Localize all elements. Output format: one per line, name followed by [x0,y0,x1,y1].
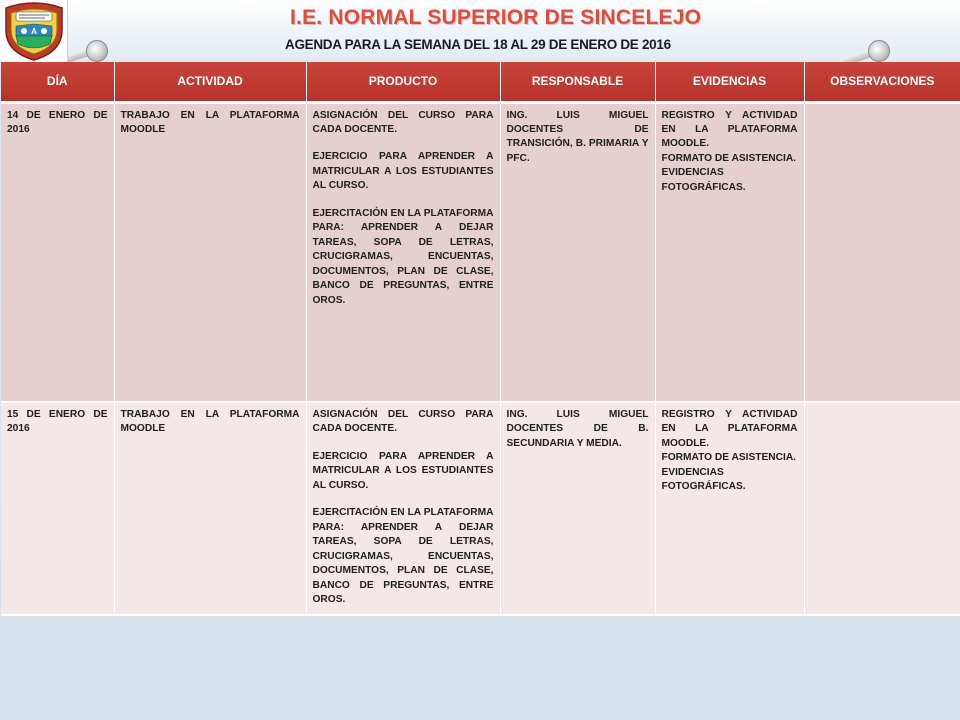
table-row [1,402,960,615]
agenda-table [1,62,960,616]
table-header-row [1,62,960,102]
producto-item: EJERCITACIÓN EN LA PLATAFORMA PARA: APRENDER A DEJAR TAREAS, SOPA DE LETRAS, CRUCIGRAMAS, ENCUENTAS, DOCUMENTOS, PLAN DE CLASE, BANCO DE PREGUNTAS, ENTRE OROS. [312,207,494,306]
agenda-table-container [1,62,960,720]
cell-actividad: TRABAJO EN LA PLATAFORMA MOODLE [114,402,306,615]
column-header-responsable: RESPONSABLE [500,62,655,102]
evidencia-item: REGISTRO Y ACTIVIDAD EN LA PLATAFORMA MOODLE. [661,109,798,150]
cell-dia: 14 DE ENERO DE 2016 [1,102,114,402]
cell-observaciones [804,102,960,402]
cell-dia: 15 DE ENERO DE 2016 [1,402,114,615]
table-row [1,102,960,402]
evidencia-item: EVIDENCIAS FOTOGRÁFICAS. [661,167,746,193]
cell-actividad: TRABAJO EN LA PLATAFORMA MOODLE [114,102,306,402]
cell-producto [306,402,500,615]
cell-observaciones [804,402,960,615]
producto-item: ASIGNACIÓN DEL CURSO PARA CADA DOCENTE. [312,409,494,435]
cell-evidencias [655,402,804,615]
producto-item: ASIGNACIÓN DEL CURSO PARA CADA DOCENTE. [312,109,494,135]
evidencia-item: FORMATO DE ASISTENCIA. [661,452,797,464]
column-header-dia: DÍA [1,62,114,102]
column-header-evidencias: EVIDENCIAS [655,62,804,102]
column-header-observaciones: OBSERVACIONES [804,62,960,102]
school-crest-logo [0,0,68,62]
school-name-title: I.E. NORMAL SUPERIOR DE SINCELEJO [290,6,702,29]
agenda-subtitle: AGENDA PARA LA SEMANA DEL 18 AL 29 DE ENERO DE 2016 [285,37,671,52]
evidencia-item: REGISTRO Y ACTIVIDAD EN LA PLATAFORMA MOODLE. [661,409,798,449]
cell-responsable: ING. LUIS MIGUEL DOCENTES DE TRANSICIÓN, B. PRIMARIA Y PFC. [500,102,655,402]
decorative-ring-left [86,40,108,62]
decorative-ring-right [868,40,890,62]
svg-text:A: A [31,27,37,36]
crest-icon [0,0,68,62]
cell-evidencias [655,102,804,402]
column-header-actividad: ACTIVIDAD [114,62,306,102]
cell-producto [306,102,500,402]
column-header-producto: PRODUCTO [306,62,500,102]
producto-item: EJERCICIO PARA APRENDER A MATRICULAR A LOS ESTUDIANTES AL CURSO. [312,450,494,491]
evidencia-item: FORMATO DE ASISTENCIA. [661,152,797,164]
producto-item: EJERCITACIÓN EN LA PLATAFORMA PARA: APRENDER A DEJAR TAREAS, SOPA DE LETRAS, CRUCIGRAMAS, ENCUENTAS, DOCUMENTOS, PLAN DE CLASE, BANCO DE PREGUNTAS, ENTRE OROS. [312,507,494,606]
cell-responsable: ING. LUIS MIGUEL DOCENTES DE B. SECUNDARIA Y MEDIA. [500,402,655,615]
producto-item: EJERCICIO PARA APRENDER A MATRICULAR A LOS ESTUDIANTES AL CURSO. [312,151,494,192]
evidencia-item: EVIDENCIAS FOTOGRÁFICAS. [661,466,746,493]
